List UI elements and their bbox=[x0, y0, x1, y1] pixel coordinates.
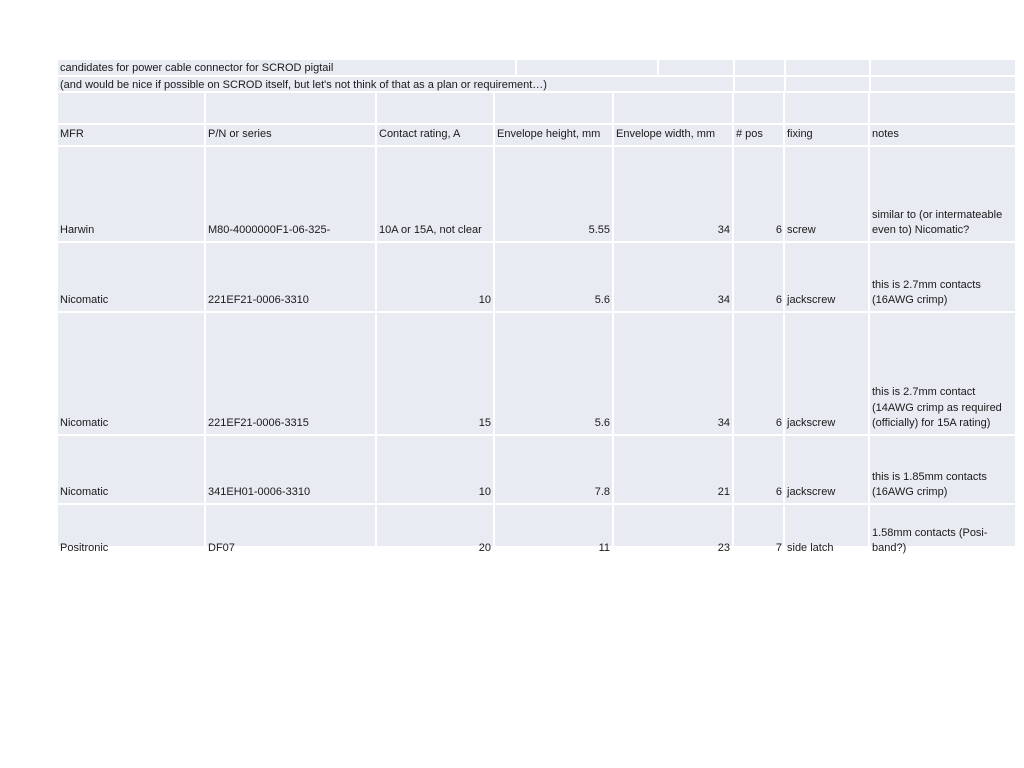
table-cell bbox=[205, 93, 376, 124]
cell-mfr: Nicomatic bbox=[58, 435, 205, 504]
table-cell bbox=[58, 93, 205, 124]
cell-pn: 221EF21-0006-3315 bbox=[205, 312, 376, 435]
cell-mfr: Harwin bbox=[58, 146, 205, 242]
cell-fixing: jackscrew bbox=[784, 312, 869, 435]
table-row bbox=[58, 435, 1015, 504]
table-row bbox=[58, 312, 1015, 435]
column-header-height: Envelope height, mm bbox=[494, 124, 613, 146]
grid-line bbox=[657, 60, 659, 75]
table-cell bbox=[376, 93, 494, 124]
table-cell bbox=[869, 93, 1015, 124]
grid-line bbox=[58, 75, 1015, 77]
cell-rating: 15 bbox=[376, 312, 494, 435]
cell-pn: M80-4000000F1-06-325- bbox=[205, 146, 376, 242]
sheet-title: candidates for power cable connector for SCROD pigtail bbox=[60, 62, 334, 74]
sheet-subtitle: (and would be nice if possible on SCROD itself, but let's not think of that as a plan or requirement…) bbox=[60, 79, 547, 91]
cell-pn: DF07 bbox=[205, 504, 376, 560]
cell-notes: 1.58mm contacts (Posi-band?) bbox=[869, 504, 1015, 560]
cell-pos: 6 bbox=[733, 435, 784, 504]
cell-pos: 6 bbox=[733, 242, 784, 312]
cell-rating: 10 bbox=[376, 435, 494, 504]
column-header-pn: P/N or series bbox=[205, 124, 376, 146]
connector-table bbox=[58, 93, 1015, 561]
cell-fixing: jackscrew bbox=[784, 435, 869, 504]
cell-rating: 20 bbox=[376, 504, 494, 560]
column-header-mfr: MFR bbox=[58, 124, 205, 146]
cell-pn: 221EF21-0006-3310 bbox=[205, 242, 376, 312]
table-row bbox=[58, 504, 1015, 560]
grid-line bbox=[869, 60, 871, 93]
cell-height: 5.6 bbox=[494, 312, 613, 435]
table-row bbox=[58, 242, 1015, 312]
cell-notes: similar to (or intermateable even to) Nicomatic? bbox=[869, 146, 1015, 242]
title-area bbox=[58, 60, 1015, 93]
grid-line bbox=[515, 60, 517, 75]
cell-height: 11 bbox=[494, 504, 613, 560]
column-header-rating: Contact rating, A bbox=[376, 124, 494, 146]
cell-width: 34 bbox=[613, 312, 733, 435]
cell-width: 34 bbox=[613, 146, 733, 242]
cell-fixing: jackscrew bbox=[784, 242, 869, 312]
cell-fixing: screw bbox=[784, 146, 869, 242]
cell-width: 23 bbox=[613, 504, 733, 560]
cell-mfr: Positronic bbox=[58, 504, 205, 560]
spreadsheet-table bbox=[58, 60, 1015, 554]
table-cell bbox=[733, 93, 784, 124]
cell-rating: 10 bbox=[376, 242, 494, 312]
cell-mfr: Nicomatic bbox=[58, 242, 205, 312]
column-header-fixing: fixing bbox=[784, 124, 869, 146]
cell-mfr: Nicomatic bbox=[58, 312, 205, 435]
cell-fixing: side latch bbox=[784, 504, 869, 560]
cell-notes: this is 2.7mm contact (14AWG crimp as required (officially) for 15A rating) bbox=[869, 312, 1015, 435]
table-cell bbox=[613, 93, 733, 124]
blank-row bbox=[58, 93, 1015, 124]
table-cell bbox=[784, 93, 869, 124]
column-header-pos: # pos bbox=[733, 124, 784, 146]
cell-pn: 341EH01-0006-3310 bbox=[205, 435, 376, 504]
cell-pos: 7 bbox=[733, 504, 784, 560]
cell-notes: this is 2.7mm contacts (16AWG crimp) bbox=[869, 242, 1015, 312]
cell-pos: 6 bbox=[733, 146, 784, 242]
table-cell bbox=[494, 93, 613, 124]
cell-width: 34 bbox=[613, 242, 733, 312]
table-row bbox=[58, 146, 1015, 242]
header-row bbox=[58, 124, 1015, 146]
grid-line bbox=[784, 60, 786, 93]
cell-height: 7.8 bbox=[494, 435, 613, 504]
cell-rating: 10A or 15A, not clear bbox=[376, 146, 494, 242]
column-header-width: Envelope width, mm bbox=[613, 124, 733, 146]
grid-line bbox=[733, 60, 735, 93]
column-header-notes: notes bbox=[869, 124, 1015, 146]
cell-height: 5.6 bbox=[494, 242, 613, 312]
cell-pos: 6 bbox=[733, 312, 784, 435]
cell-notes: this is 1.85mm contacts (16AWG crimp) bbox=[869, 435, 1015, 504]
cell-width: 21 bbox=[613, 435, 733, 504]
cell-height: 5.55 bbox=[494, 146, 613, 242]
